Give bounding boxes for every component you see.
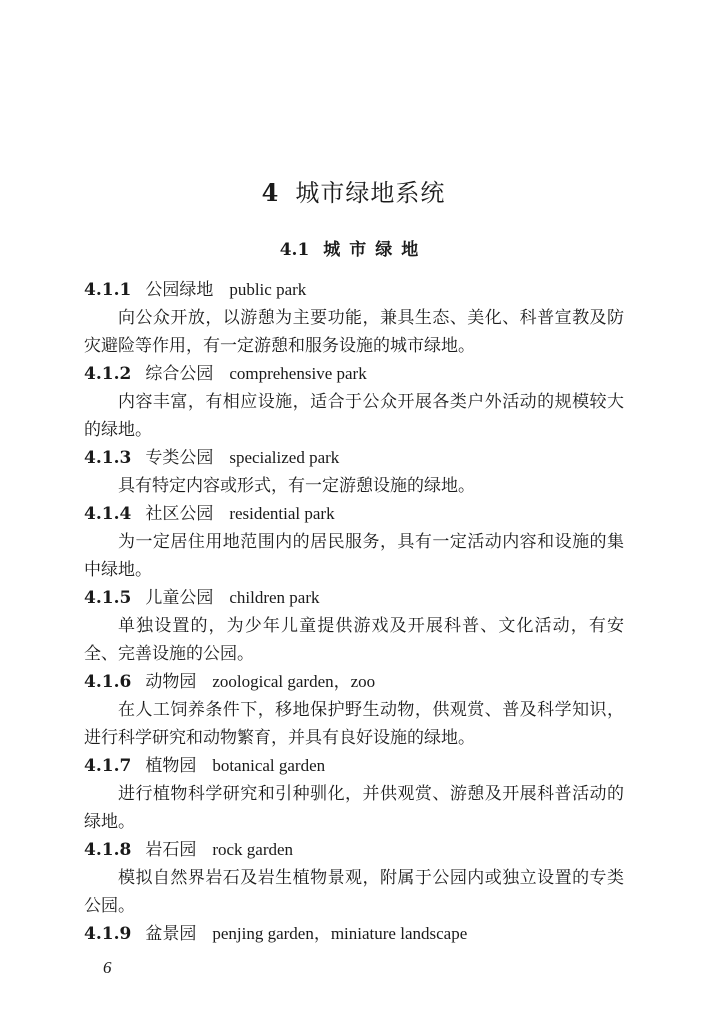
term-definition: 单独设置的，为少年儿童提供游戏及开展科普、文化活动，有安全、完善设施的公园。 <box>84 616 624 664</box>
term-number: 4.1.5 <box>84 588 132 608</box>
section-number: 4.1 <box>279 240 310 260</box>
term-entry <box>84 836 624 920</box>
term-english: children park <box>229 588 320 607</box>
term-english: specialized park <box>229 448 340 467</box>
term-english: residential park <box>229 504 335 523</box>
term-chinese: 动物园 <box>145 672 197 692</box>
chapter-title-text: 城市绿地系统 <box>295 179 446 207</box>
term-chinese: 儿童公园 <box>145 588 214 608</box>
term-english: comprehensive park <box>229 364 367 383</box>
term-definition: 进行植物科学研究和引种驯化，并供观赏、游憩及开展科普活动的绿地。 <box>84 784 624 832</box>
term-number: 4.1.6 <box>84 672 132 692</box>
term-list <box>84 276 624 948</box>
term-chinese: 公园绿地 <box>145 280 214 300</box>
term-heading <box>84 584 624 612</box>
term-heading <box>84 920 624 948</box>
term-number: 4.1.3 <box>84 448 132 468</box>
term-entry <box>84 584 624 668</box>
term-entry <box>84 444 624 500</box>
term-number: 4.1.9 <box>84 924 132 944</box>
term-heading <box>84 360 624 388</box>
term-chinese: 岩石园 <box>145 840 197 860</box>
term-entry <box>84 276 624 360</box>
term-entry <box>84 752 624 836</box>
section-title <box>0 236 707 264</box>
term-entry <box>84 920 624 948</box>
term-number: 4.1.1 <box>84 280 132 300</box>
chapter-number: 4 <box>261 178 280 207</box>
term-chinese: 社区公园 <box>145 504 214 524</box>
term-definition: 向公众开放，以游憩为主要功能，兼具生态、美化、科普宣教及防灾避险等作用，有一定游憩和服务设施的城市绿地。 <box>84 308 624 356</box>
term-english: zoological garden，zoo <box>212 672 376 691</box>
term-heading <box>84 276 624 304</box>
term-heading <box>84 752 624 780</box>
term-heading <box>84 668 624 696</box>
term-definition: 具有特定内容或形式，有一定游憩设施的绿地。 <box>118 476 475 496</box>
section-title-text: 城市绿地 <box>323 240 428 260</box>
term-english: penjing garden，miniature landscape <box>212 924 468 943</box>
chapter-title <box>0 175 707 211</box>
term-chinese: 综合公园 <box>145 364 214 384</box>
term-chinese: 植物园 <box>145 756 197 776</box>
term-chinese: 专类公园 <box>145 448 214 468</box>
term-heading <box>84 444 624 472</box>
term-english: botanical garden <box>212 756 326 775</box>
term-heading <box>84 500 624 528</box>
term-definition: 在人工饲养条件下，移地保护野生动物，供观赏、普及科学知识，进行科学研究和动物繁育，并具有良好设施的绿地。 <box>84 700 624 748</box>
term-heading <box>84 836 624 864</box>
term-entry <box>84 500 624 584</box>
page-number: 6 <box>103 958 112 977</box>
term-number: 4.1.2 <box>84 364 132 384</box>
term-number: 4.1.4 <box>84 504 132 524</box>
term-definition: 内容丰富，有相应设施，适合于公众开展各类户外活动的规模较大的绿地。 <box>84 392 624 440</box>
term-definition: 模拟自然界岩石及岩生植物景观，附属于公园内或独立设置的专类公园。 <box>84 868 624 916</box>
term-english: rock garden <box>212 840 294 859</box>
term-number: 4.1.7 <box>84 756 132 776</box>
term-number: 4.1.8 <box>84 840 132 860</box>
term-definition: 为一定居住用地范围内的居民服务，具有一定活动内容和设施的集中绿地。 <box>84 532 624 580</box>
term-entry <box>84 668 624 752</box>
term-english: public park <box>229 280 307 299</box>
term-chinese: 盆景园 <box>145 924 197 944</box>
term-entry <box>84 360 624 444</box>
